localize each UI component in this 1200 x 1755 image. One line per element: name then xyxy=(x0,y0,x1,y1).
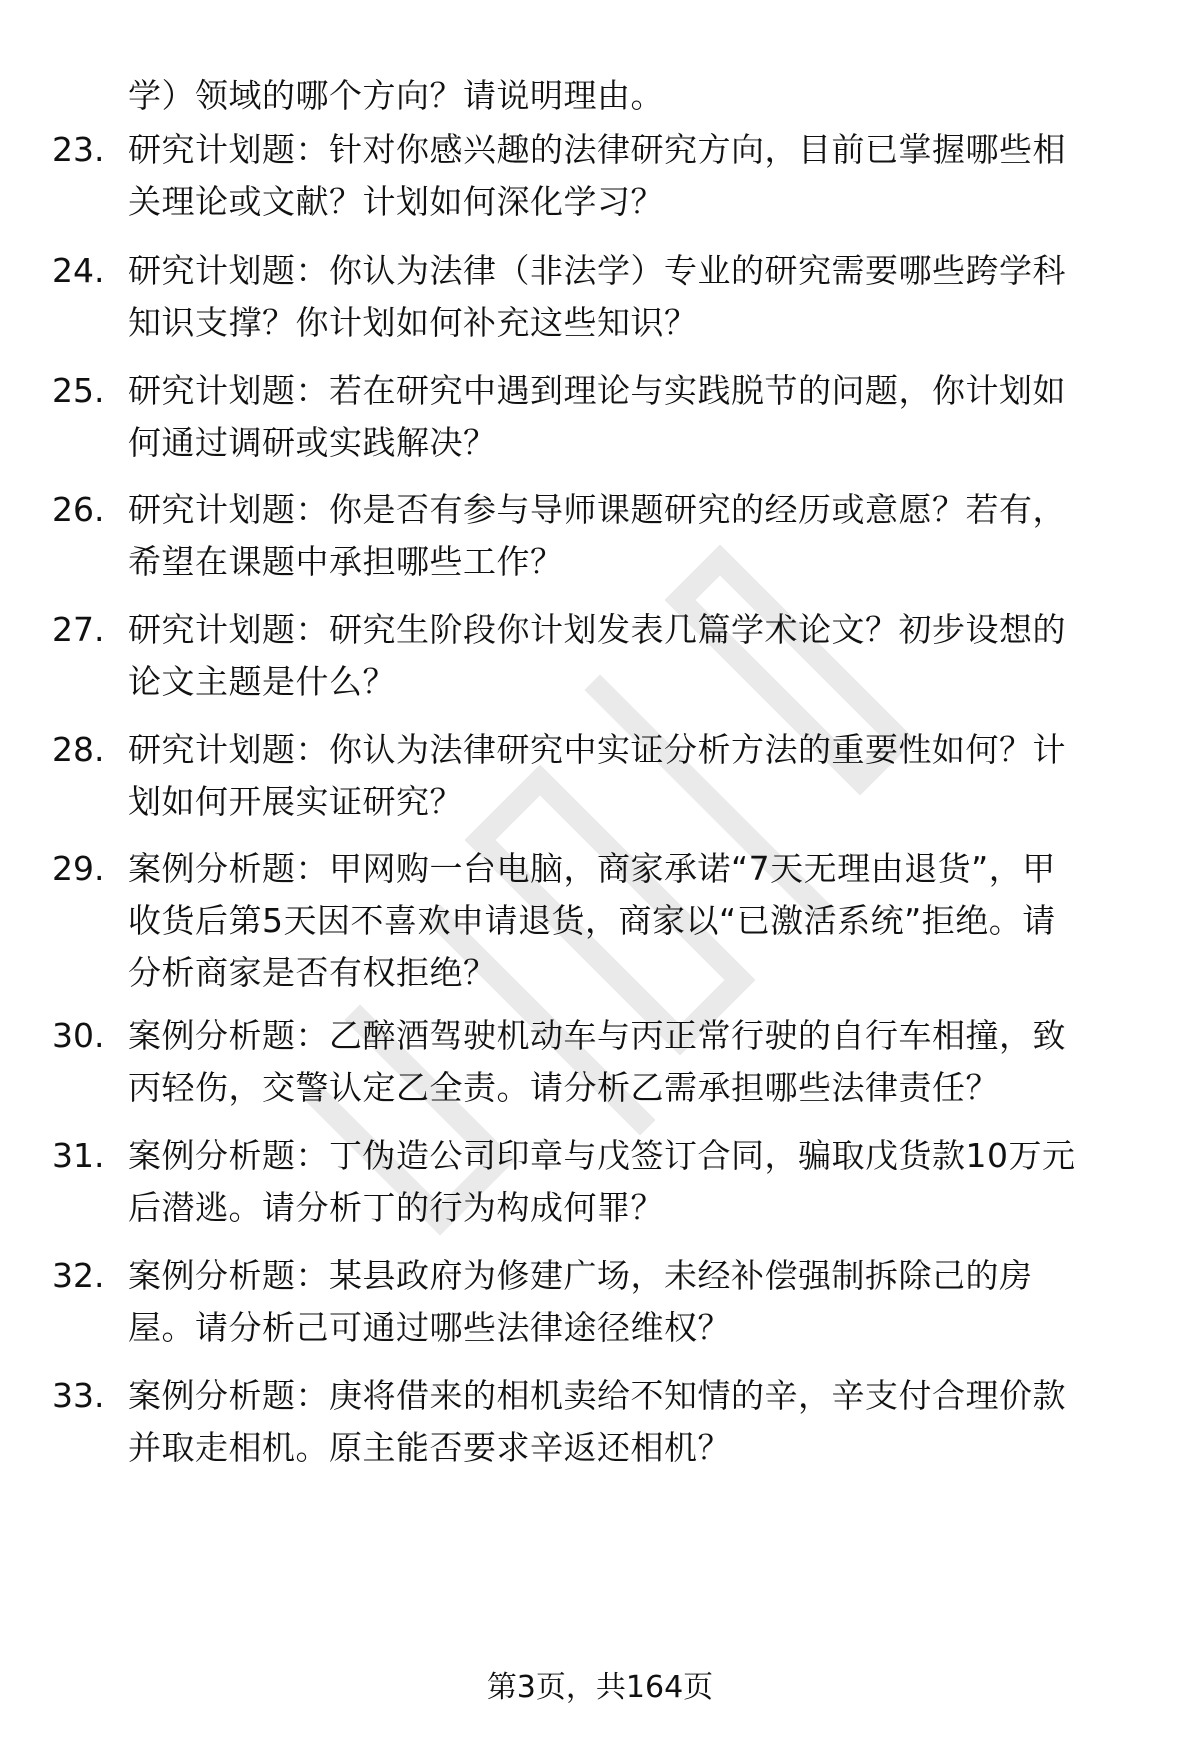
question-text: 案例分析题：甲网购一台电脑，商家承诺“7天无理由退货”，甲 收货后第5天因不喜欢申请退货，商家以“已激活系统”拒绝。请 分析商家是否有权拒绝？ xyxy=(128,849,1056,992)
question-text: 研究计划题：你是否有参与导师课题研究的经历或意愿？若有， 希望在课题中承担哪些工作？ xyxy=(128,490,1066,581)
question-text: 案例分析题：乙醉酒驾驶机动车与丙正常行驶的自行车相撞，致 丙轻伤，交警认定乙全责。请分析乙需承担哪些法律责任？ xyxy=(128,1016,1066,1107)
question-number: 24. xyxy=(52,251,105,290)
question-number: 28. xyxy=(52,730,105,769)
question-text: 研究计划题：研究生阶段你计划发表几篇学术论文？初步设想的 论文主题是什么？ xyxy=(128,610,1066,701)
question-number: 30. xyxy=(52,1016,105,1055)
question-text: 案例分析题：庚将借来的相机卖给不知情的辛，辛支付合理价款 并取走相机。原主能否要求辛返还相机？ xyxy=(128,1376,1066,1467)
question-number: 27. xyxy=(52,610,105,649)
question-text: 案例分析题：某县政府为修建广场，未经补偿强制拆除己的房 屋。请分析己可通过哪些法律途径维权？ xyxy=(128,1256,1033,1347)
question-number: 26. xyxy=(52,490,105,529)
question-number: 25. xyxy=(52,371,105,410)
question-number: 29. xyxy=(52,849,105,888)
question-number: 31. xyxy=(52,1136,105,1175)
question-number: 33. xyxy=(52,1376,105,1415)
question-number: 32. xyxy=(52,1256,105,1295)
question-text: 研究计划题：针对你感兴趣的法律研究方向，目前已掌握哪些相 关理论或文献？计划如何深化学习？ xyxy=(128,130,1066,221)
question-text: 研究计划题：若在研究中遇到理论与实践脱节的问题，你计划如 何通过调研或实践解决？ xyxy=(128,371,1066,462)
page-number: 第3页，共164页 xyxy=(486,1670,714,1705)
question-number: 23. xyxy=(52,130,105,169)
question-text: 案例分析题：丁伪造公司印章与戊签订合同，骗取戊货款10万元 后潜逃。请分析丁的行为构成何罪？ xyxy=(128,1136,1076,1227)
question-text: 研究计划题：你认为法律研究中实证分析方法的重要性如何？计 划如何开展实证研究？ xyxy=(128,730,1066,821)
question-text: 学）领域的哪个方向？请说明理由。 xyxy=(128,76,664,115)
question-text: 研究计划题：你认为法律（非法学）专业的研究需要哪些跨学科 知识支撑？你计划如何补充这些知识？ xyxy=(128,251,1066,342)
